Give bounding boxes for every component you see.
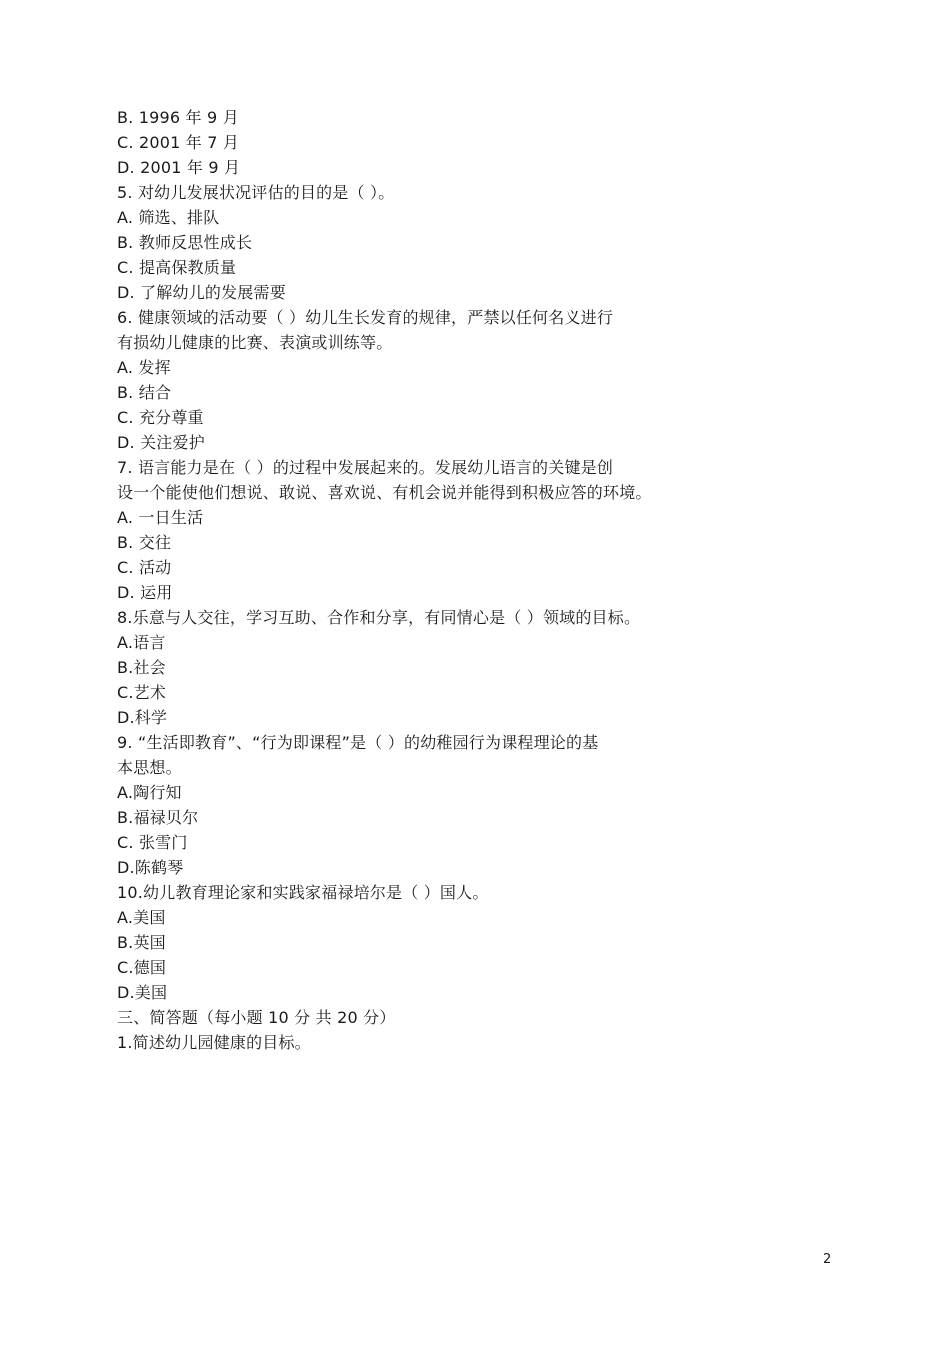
question-9-continued: 本思想。 (117, 758, 182, 777)
text-line: D. 2001 年 9 月 (117, 158, 241, 177)
option-line: B.社会 (117, 658, 166, 677)
question-6: 6. 健康领域的活动要（ ）幼儿生长发育的规律，严禁以任何名义进行 (117, 308, 614, 327)
option-line: B.福禄贝尔 (117, 808, 199, 827)
question-7-continued: 设一个能使他们想说、敢说、喜欢说、有机会说并能得到积极应答的环境。 (117, 483, 652, 502)
question-7: 7. 语言能力是在（ ）的过程中发展起来的。发展幼儿语言的关键是创 (117, 458, 614, 477)
question-6-continued: 有损幼儿健康的比赛、表演或训练等。 (117, 333, 393, 352)
option-line: C.德国 (117, 958, 167, 977)
short-answer-question-1: 1.简述幼儿园健康的目标。 (117, 1033, 311, 1052)
option-line: B. 结合 (117, 383, 172, 402)
text-line: B. 1996 年 9 月 (117, 108, 239, 127)
question-5: 5. 对幼儿发展状况评估的目的是（ ）。 (117, 183, 395, 202)
option-line: C. 充分尊重 (117, 408, 204, 427)
option-line: A. 一日生活 (117, 508, 204, 527)
option-line: B. 交往 (117, 533, 172, 552)
question-10: 10.幼儿教育理论家和实践家福禄培尔是（ ）国人。 (117, 883, 489, 902)
option-line: C.艺术 (117, 683, 167, 702)
text-line: C. 2001 年 7 月 (117, 133, 240, 152)
option-line: B.英国 (117, 933, 166, 952)
question-8: 8.乐意与人交往，学习互助、合作和分享，有同情心是（ ）领域的目标。 (117, 608, 641, 627)
question-9: 9. “生活即教育”、“行为即课程”是（ ）的幼稚园行为课程理论的基 (117, 733, 599, 752)
option-line: A. 发挥 (117, 358, 171, 377)
option-line: D. 运用 (117, 583, 173, 602)
option-line: D. 了解幼儿的发展需要 (117, 283, 286, 302)
option-line: D.美国 (117, 983, 168, 1002)
option-line: D.陈鹤琴 (117, 858, 184, 877)
section-heading: 三、简答题（每小题 10 分 共 20 分） (117, 1008, 396, 1027)
option-line: B. 教师反思性成长 (117, 233, 253, 252)
option-line: A.美国 (117, 908, 166, 927)
option-line: D.科学 (117, 708, 168, 727)
option-line: A.语言 (117, 633, 166, 652)
option-line: C. 提高保教质量 (117, 258, 237, 277)
option-line: D. 关注爱护 (117, 433, 205, 452)
option-line: A. 筛选、排队 (117, 208, 220, 227)
option-line: A.陶行知 (117, 783, 182, 802)
option-line: C. 活动 (117, 558, 172, 577)
page-number: 2 (823, 1252, 832, 1267)
option-line: C. 张雪门 (117, 833, 188, 852)
